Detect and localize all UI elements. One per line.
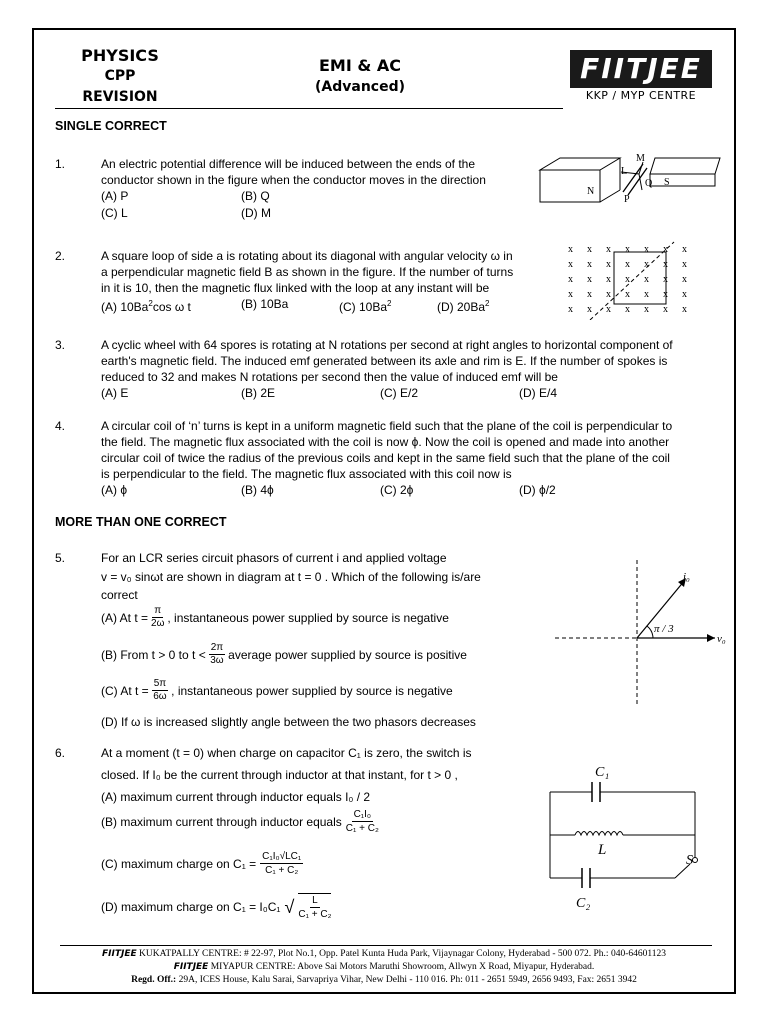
field-cross: x (663, 289, 668, 300)
q6-label-l: L (598, 842, 607, 858)
field-cross: x (625, 304, 630, 315)
section-more-than-one-correct: MORE THAN ONE CORRECT (55, 515, 227, 529)
field-cross: x (644, 259, 649, 270)
q5-option-a: (A) At t = $\frac{\pi}{2\omega}$ , instantaneous power supplied by source is negative (101, 605, 449, 629)
field-cross: x (682, 289, 687, 300)
field-cross: x (606, 304, 611, 315)
q3-line3: reduced to 32 and makes N rotations per second then the value of induced emf will be (101, 370, 558, 384)
field-cross: x (568, 259, 573, 270)
q3-number: 3. (55, 338, 66, 352)
q6-number: 6. (55, 746, 66, 760)
q4-line4: is perpendicular to the field. The magnetic flux associated with this coil now is (101, 467, 512, 481)
q5-label-i0: i₀ (683, 571, 690, 583)
q5-line3: correct (101, 588, 138, 602)
q1-label-m: M (636, 153, 645, 164)
q1-label-l: L (621, 166, 628, 177)
topic: EMI & AC (318, 56, 402, 75)
q6-line1: At a moment (t = 0) when charge on capacitor C₁ is zero, the switch is (101, 746, 472, 760)
q6-option-b: (B) maximum current through inductor equals C₁I₀ C₁ + C₂ (101, 809, 379, 834)
fiitjee-logo: FIITJEE (570, 50, 712, 88)
field-cross: x (568, 244, 573, 255)
q6-option-a: (A) maximum current through inductor equals I₀ / 2 (101, 790, 371, 804)
footer-line-3: Regd. Off.: 29A, ICES House, Kalu Sarai, Sarvapriya Vihar, New Delhi - 110 016. Ph: 011 - 2651 5949, 2656 9493, Fax: 2651 3942 (131, 975, 637, 985)
section-single-correct: SINGLE CORRECT (55, 119, 167, 133)
q3-line1: A cyclic wheel with 64 spores is rotating at N rotations per second at right angles to horizontal component of (101, 338, 673, 352)
q4-option-d: (D) ϕ/2 (519, 483, 556, 497)
q2-number: 2. (55, 249, 66, 263)
q2-loop-figure (562, 240, 712, 320)
field-cross: x (682, 244, 687, 255)
q1-option-b: (B) Q (241, 189, 270, 203)
field-cross: x (644, 289, 649, 300)
q3-option-c: (C) E/2 (380, 386, 419, 400)
q2-line1: A square loop of side a is rotating about its diagonal with angular velocity ω in (101, 249, 513, 263)
field-cross: x (625, 259, 630, 270)
q5-number: 5. (55, 551, 66, 565)
field-cross: x (568, 289, 573, 300)
q2-option-a: (A) 10Ba$^2$cos ω t (101, 299, 191, 314)
field-cross: x (663, 274, 668, 285)
q1-label-p: P (624, 194, 630, 205)
field-cross: x (682, 304, 687, 315)
q2-line3: in it is 10, then the magnetic flux linked with the loop at any instant will be (101, 281, 490, 295)
footer-rule (60, 945, 712, 946)
field-cross: x (644, 244, 649, 255)
q4-line3: circular coil of twice the radius of the previous coils and kept in the same field such that the plane of the coil (101, 451, 670, 465)
q6-circuit-diagram (540, 760, 720, 910)
q4-line1: A circular coil of ‘n’ turns is kept in a uniform magnetic field such that the plane of the coil is perpendicular to (101, 419, 673, 433)
field-cross: x (644, 304, 649, 315)
field-cross: x (587, 244, 592, 255)
q3-option-a: (A) E (101, 386, 129, 400)
q1-option-d: (D) M (241, 206, 271, 220)
field-cross: x (625, 244, 630, 255)
q2-option-d: (D) 20Ba$^2$ (437, 299, 490, 314)
subject: PHYSICS (81, 46, 159, 65)
q3-option-b: (B) 2E (241, 386, 276, 400)
q4-option-a: (A) ϕ (101, 483, 128, 497)
footer-line-1: FIITJEE KUKATPALLY CENTRE: # 22-97, Plot No.1, Opp. Patel Kunta Huda Park, Vijaynagar Colony, Hyderabad - 500 072. Ph.: 040-64601123 (101, 949, 666, 959)
q5-line1: For an LCR series circuit phasors of current i and applied voltage (101, 551, 447, 565)
footer-line-2: FIITJEE MIYAPUR CENTRE: Above Sai Motors Maruthi Showroom, Allwyn X Road, Miyapur, Hyderabad. (173, 962, 595, 972)
q3-line2: earth's magnetic field. The induced emf generated between its axle and rim is E. If the number of spokes is (101, 354, 668, 368)
q1-conductor-figure (535, 150, 725, 215)
field-cross: x (587, 304, 592, 315)
field-cross: x (682, 259, 687, 270)
header-topic (290, 55, 430, 97)
header-rule (55, 108, 563, 109)
q1-label-n: N (587, 186, 595, 197)
q5-phasor-diagram (555, 560, 730, 705)
q2-option-c: (C) 10Ba$^2$ (339, 299, 392, 314)
q2-line2: a perpendicular magnetic field B as shown in the figure. If the number of turns (101, 265, 514, 279)
doc-type: CPP (104, 68, 136, 84)
q6-label-s: S (686, 853, 693, 868)
q6-label-c1: C₁ (595, 765, 610, 780)
q5-label-v0: v₀ (717, 633, 726, 645)
q3-option-d: (D) E/4 (519, 386, 558, 400)
q1-option-a: (A) P (101, 189, 129, 203)
q2-option-b: (B) 10Ba (241, 297, 289, 311)
q6-option-d: (D) maximum charge on C₁ = I₀C₁ √ L C₁ + C₂ (101, 895, 332, 920)
field-cross: x (606, 244, 611, 255)
doc-kind: REVISION (82, 89, 158, 105)
field-cross: x (587, 289, 592, 300)
field-cross: x (606, 274, 611, 285)
q4-line2: the field. The magnetic flux associated with the coil is now ϕ. Now the coil is opened and made into another (101, 435, 670, 449)
field-cross: x (625, 274, 630, 285)
q1-line1: An electric potential difference will be induced between the ends of the (101, 157, 476, 171)
field-cross: x (625, 289, 630, 300)
q4-number: 4. (55, 419, 66, 433)
field-cross: x (663, 304, 668, 315)
q1-line2: conductor shown in the figure when the conductor moves in the direction (101, 173, 486, 187)
q5-label-angle: π / 3 (654, 623, 674, 635)
q1-option-c: (C) L (101, 206, 128, 220)
q1-label-s: S (664, 177, 670, 188)
field-cross: x (606, 259, 611, 270)
centre-name: KKP / MYP CENTRE (585, 89, 697, 102)
q1-label-q: Q (645, 178, 653, 189)
q6-label-c2: C₂ (576, 896, 591, 910)
q5-option-d: (D) If ω is increased slightly angle between the two phasors decreases (101, 715, 476, 729)
field-cross: x (587, 259, 592, 270)
header-left (60, 45, 180, 108)
q6-line2: closed. If I₀ be the current through inductor at that instant, for t > 0 , (101, 768, 458, 782)
field-cross: x (663, 259, 668, 270)
q5-option-b: (B) From t > 0 to t < 2π 3ω average power supplied by source is positive (101, 642, 467, 666)
field-cross: x (682, 274, 687, 285)
field-cross: x (568, 304, 573, 315)
field-cross: x (663, 244, 668, 255)
q5-option-c: (C) At t = $\frac{5\pi}{6\omega}$ , instantaneous power supplied by source is negative (101, 678, 453, 702)
field-cross: x (606, 289, 611, 300)
q5-line2: v = v₀ sinωt are shown in diagram at t = 0 . Which of the following is/are (101, 570, 481, 584)
q1-number: 1. (55, 157, 66, 171)
field-cross: x (568, 274, 573, 285)
q4-option-b: (B) 4ϕ (241, 483, 274, 497)
level: (Advanced) (314, 79, 405, 95)
q6-option-c: (C) maximum charge on C₁ = $\frac{\text{C₁I₀√LC₁}}{\text{C₁ + C₂}}$ (101, 851, 302, 876)
q4-option-c: (C) 2ϕ (380, 483, 414, 497)
field-cross: x (644, 274, 649, 285)
field-cross: x (587, 274, 592, 285)
